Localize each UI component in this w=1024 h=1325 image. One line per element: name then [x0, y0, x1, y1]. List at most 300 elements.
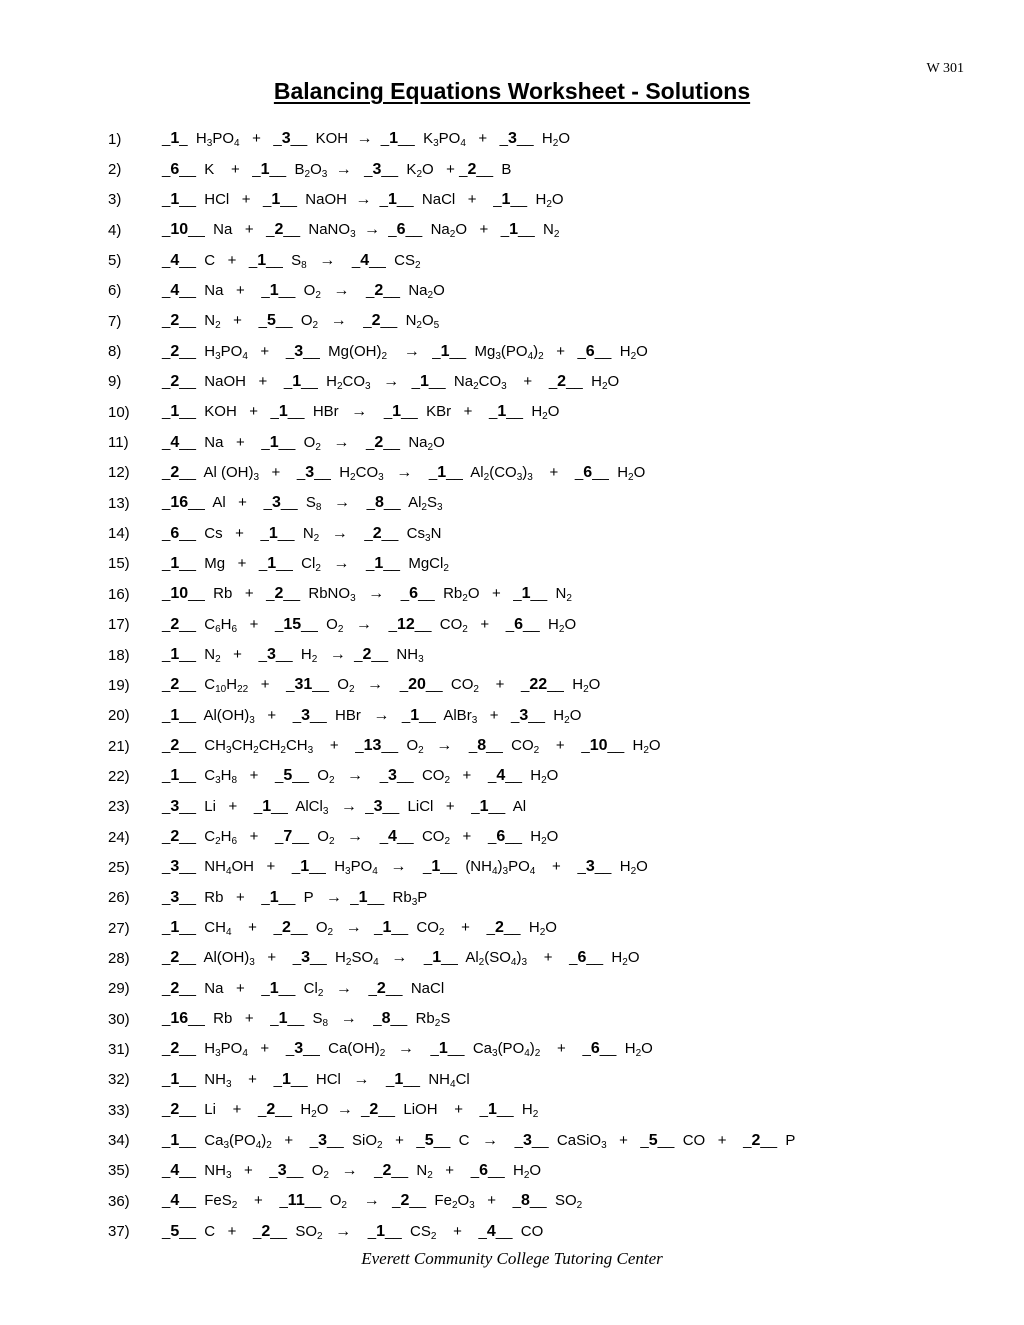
equation-fragment: PO — [438, 130, 461, 148]
equation-fragment: __ FeS — [179, 1192, 232, 1210]
equation-fragment: + _ — [467, 615, 515, 633]
coefficient: 20 — [408, 676, 426, 694]
equation-row — [108, 549, 988, 579]
equation-fragment: _ — [356, 1010, 382, 1028]
equation-fragment: __ Li + _ — [179, 1101, 267, 1119]
equation-fragment: __ Mg — [449, 342, 496, 360]
subscript: 2 — [483, 471, 490, 483]
subscript: 2 — [421, 502, 427, 514]
equation-fragment: _ — [162, 767, 171, 785]
coefficient: 2 — [266, 1101, 276, 1119]
equation-fragment — [335, 828, 348, 845]
equation-text — [162, 616, 576, 634]
subscript: 2 — [280, 745, 286, 757]
subscript: 3 — [501, 380, 507, 392]
equation-fragment: _ — [363, 767, 389, 785]
equation-fragment: _ — [162, 251, 171, 269]
equation-number: 3) — [108, 191, 122, 209]
coefficient: 3 — [522, 1131, 532, 1149]
equation-fragment: __ C + _ — [179, 1222, 262, 1240]
equation-fragment: + _ — [444, 919, 495, 937]
equation-fragment: _ — [162, 160, 171, 178]
subscript: 3 — [249, 957, 255, 969]
equation-fragment: __ O — [278, 281, 316, 299]
subscript: 2 — [231, 1200, 238, 1212]
subscript: 3 — [601, 1139, 607, 1151]
subscript: 2 — [253, 745, 259, 757]
equation-fragment: __ NaOH — [280, 190, 356, 208]
coefficient: 2 — [374, 281, 384, 299]
equation-number: 23) — [108, 798, 130, 816]
coefficient: 4 — [170, 1161, 180, 1179]
equation-fragment: _ — [162, 372, 171, 390]
equation-row — [108, 913, 988, 943]
equation-row — [108, 276, 988, 306]
coefficient: 2 — [170, 342, 180, 360]
equation-fragment: _ — [162, 130, 171, 148]
equation-fragment: + _ — [436, 1222, 487, 1240]
subscript: 2 — [478, 957, 485, 969]
equation-fragment: __ H — [301, 372, 337, 390]
equation-fragment — [317, 646, 330, 663]
subscript: 2 — [328, 775, 335, 787]
equation-fragment: __ H — [594, 858, 631, 876]
equation-fragment: __ S — [266, 251, 302, 269]
equation-fragment: + _ — [539, 737, 590, 755]
subscript: 4 — [450, 1078, 456, 1090]
arrow-icon: → — [340, 797, 357, 815]
equation-fragment: __ Al — [446, 463, 484, 481]
coefficient: 10 — [170, 585, 189, 603]
equation-row — [108, 427, 988, 457]
equation-fragment: O — [551, 190, 564, 208]
equation-row — [108, 245, 988, 275]
equation-fragment: _ — [162, 797, 171, 815]
equation-fragment: _ — [162, 585, 171, 603]
equation-fragment: __ AlCl — [271, 797, 323, 815]
subscript: 2 — [381, 350, 388, 362]
coefficient: 6 — [514, 615, 524, 633]
subscript: 3 — [322, 805, 329, 817]
equation-number: 10) — [108, 403, 130, 421]
subscript: 2 — [304, 168, 311, 180]
coefficient: 3 — [585, 858, 595, 876]
coefficient: 1 — [300, 858, 310, 876]
equation-row — [108, 1004, 988, 1034]
equation-text — [162, 1132, 795, 1150]
equation-fragment: __ Mg + _ — [179, 554, 268, 572]
equation-fragment: O — [433, 433, 445, 451]
subscript: 2 — [552, 138, 559, 150]
coefficient: 1 — [170, 706, 180, 724]
equation-row — [108, 458, 988, 488]
coefficient: 1 — [278, 1010, 288, 1028]
equation-fragment: O — [558, 130, 570, 148]
coefficient: 3 — [373, 797, 383, 815]
coefficient: 1 — [392, 403, 402, 421]
arrow-icon: → — [335, 979, 352, 997]
equation-fragment: __ Li + _ — [179, 797, 263, 815]
equation-fragment: + _ — [450, 767, 497, 785]
coefficient: 1 — [170, 403, 180, 421]
coefficient: 4 — [170, 281, 180, 299]
subscript: 2 — [546, 198, 552, 210]
equation-fragment: __ CH — [179, 737, 226, 755]
equation-fragment: __ H — [275, 1101, 312, 1119]
equation-fragment: __ HCl + _ — [179, 190, 272, 208]
equation-fragment: __ Na + _ — [179, 433, 270, 451]
equation-fragment: _ — [361, 919, 383, 937]
subscript: 2 — [443, 562, 449, 574]
coefficient: 3 — [294, 1040, 304, 1058]
equation-fragment: + _ — [254, 949, 302, 967]
equation-number: 21) — [108, 737, 130, 755]
coefficient: 3 — [519, 706, 529, 724]
equation-fragment: _ — [406, 858, 432, 876]
coefficient: 6 — [577, 949, 587, 967]
equation-fragment: _ — [363, 828, 389, 846]
coefficient: 1 — [388, 190, 397, 208]
equation-fragment: __ H — [599, 1040, 636, 1058]
equation-fragment: + _ — [231, 919, 282, 937]
equation-fragment: ) — [261, 1131, 267, 1149]
subscript: 2 — [462, 593, 468, 605]
equation-fragment: O — [545, 919, 557, 937]
coefficient: 10 — [170, 221, 189, 239]
equation-fragment — [327, 161, 335, 178]
equation-fragment: __ O — [312, 676, 349, 694]
arrow-icon: → — [391, 949, 408, 967]
equation-fragment: __ H — [275, 646, 312, 664]
equation-fragment — [356, 585, 369, 602]
arrow-icon: → — [356, 130, 373, 148]
equation-row — [108, 792, 988, 822]
equation-fragment: _ — [162, 1040, 171, 1058]
equation-row — [108, 640, 988, 670]
subscript: 2 — [541, 836, 547, 848]
equation-fragment — [378, 858, 391, 875]
equation-fragment: + _ — [271, 1131, 319, 1149]
coefficient: 6 — [170, 524, 180, 542]
coefficient: 1 — [419, 372, 429, 390]
equation-fragment: __ H — [566, 372, 602, 390]
equation-fragment: __ Ca — [179, 1131, 224, 1149]
coefficient: 2 — [261, 1222, 271, 1240]
coefficient: 1 — [269, 281, 279, 299]
subscript: 3 — [215, 775, 221, 787]
equation-fragment: _ — [367, 403, 393, 421]
subscript: 2 — [416, 168, 422, 180]
equation-row — [108, 367, 988, 397]
subscript: 2 — [215, 654, 221, 666]
coefficient: 1 — [257, 251, 267, 269]
coefficient: 1 — [262, 797, 272, 815]
equation-row — [108, 215, 988, 245]
equation-fragment: O + _ — [422, 160, 468, 178]
coefficient: 2 — [467, 160, 477, 178]
equation-fragment: OH + _ — [231, 858, 301, 876]
equation-fragment: O — [316, 1101, 337, 1119]
equation-fragment: S — [440, 1010, 451, 1028]
equation-fragment: _ — [389, 706, 411, 724]
equation-number: 13) — [108, 494, 130, 512]
coefficient: 3 — [318, 1131, 327, 1149]
equation-fragment: __ Na + _ — [188, 221, 275, 239]
equation-fragment — [321, 555, 334, 572]
equation-number: 25) — [108, 858, 130, 876]
coefficient: 1 — [170, 767, 180, 785]
arrow-icon: → — [331, 524, 348, 542]
subscript: 3 — [437, 502, 443, 514]
subscript: 2 — [348, 684, 355, 696]
equation-fragment: _ — [162, 554, 171, 572]
equation-fragment — [321, 494, 334, 511]
equation-number: 5) — [108, 252, 122, 270]
coefficient: 2 — [170, 463, 180, 481]
document-code: W 301 — [926, 61, 964, 76]
coefficient: 1 — [269, 979, 279, 997]
equation-fragment: __ SO — [529, 1192, 577, 1210]
equation-fragment: __ Rb — [367, 888, 412, 906]
equation-fragment: __ H — [594, 342, 631, 360]
equation-fragment: _ — [497, 1131, 523, 1149]
coefficient: 4 — [170, 1192, 180, 1210]
equation-fragment: __ NaNO — [283, 221, 351, 239]
equation-fragment: + _ — [450, 828, 497, 846]
subscript: 2 — [427, 1169, 433, 1181]
coefficient: 1 — [281, 1070, 291, 1088]
equation-fragment: ) — [516, 949, 522, 967]
coefficient: 1 — [509, 221, 519, 239]
coefficient: 3 — [372, 160, 382, 178]
coefficient: 5 — [170, 1222, 180, 1240]
coefficient: 5 — [266, 312, 276, 330]
coefficient: 3 — [294, 342, 304, 360]
arrow-icon: → — [335, 1222, 352, 1240]
subscript: 3 — [502, 866, 509, 878]
equation-fragment: _ — [371, 615, 397, 633]
equation-fragment: + _ — [254, 706, 302, 724]
equation-fragment: __ C — [179, 767, 216, 785]
equation-fragment: __ Na + _ — [179, 979, 270, 997]
subscript: 2 — [542, 411, 548, 423]
equation-number: 24) — [108, 828, 130, 846]
coefficient: 3 — [305, 463, 315, 481]
subscript: 2 — [315, 441, 321, 453]
equation-number: 15) — [108, 555, 130, 573]
subscript: 2 — [523, 1169, 530, 1181]
equation-text — [162, 312, 439, 330]
equation-fragment: _ — [162, 433, 171, 451]
coefficient: 5 — [424, 1131, 434, 1149]
equation-fragment: _ — [162, 1161, 171, 1179]
equation-fragment: __ NH — [403, 1070, 450, 1088]
subscript: 2 — [427, 441, 434, 453]
equation-fragment: __ Na — [428, 372, 474, 390]
equation-fragment: __ HCl — [290, 1070, 354, 1088]
equation-fragment — [424, 737, 437, 754]
arrow-icon: → — [333, 494, 350, 512]
arrow-icon: → — [367, 676, 384, 694]
equation-fragment: _ — [346, 312, 372, 330]
equation-fragment: ) — [533, 342, 539, 360]
equation-number: 14) — [108, 525, 130, 543]
equation-fragment: + _ — [231, 1161, 278, 1179]
equation-fragment: + _ — [478, 676, 530, 694]
equation-fragment: __ H — [528, 706, 565, 724]
equation-fragment: _ — [162, 979, 171, 997]
equation-fragment: + _ — [540, 1040, 591, 1058]
equation-fragment: H — [220, 767, 232, 785]
coefficient: 6 — [170, 160, 180, 178]
equation-number: 8) — [108, 343, 122, 361]
subscript: 2 — [337, 623, 344, 635]
equation-fragment: O — [588, 676, 601, 694]
equation-fragment: __ O — [381, 737, 419, 755]
equation-fragment: _ H — [179, 130, 207, 148]
equation-fragment: H — [220, 615, 232, 633]
equation-fragment: _ — [347, 524, 373, 542]
equation-fragment: P — [417, 888, 428, 906]
coefficient: 1 — [382, 919, 392, 937]
coefficient: 4 — [486, 1222, 496, 1240]
equation-number: 26) — [108, 889, 130, 907]
coefficient: 1 — [431, 858, 441, 876]
subscript: 2 — [576, 1200, 583, 1212]
coefficient: 1 — [170, 554, 180, 572]
equation-fragment: _ — [356, 797, 374, 815]
subscript: 4 — [373, 957, 379, 969]
subscript: 2 — [418, 745, 424, 757]
arrow-icon: → — [436, 737, 453, 755]
subscript: 2 — [345, 957, 352, 969]
equation-fragment: _ — [452, 737, 478, 755]
subscript: 4 — [372, 866, 378, 878]
equation-fragment: __ N — [391, 1161, 428, 1179]
equation-fragment: _ — [162, 221, 171, 239]
equation-fragment: __ H — [310, 949, 346, 967]
equation-fragment: __ Na — [383, 281, 428, 299]
equation-fragment: _ — [351, 1222, 377, 1240]
equation-fragment: O — [641, 1040, 653, 1058]
arrow-icon: → — [345, 919, 362, 937]
arrow-icon: → — [347, 767, 364, 785]
equation-fragment: _ — [162, 1070, 171, 1088]
equation-fragment: __ B — [269, 160, 305, 178]
coefficient: 31 — [294, 676, 313, 694]
equation-fragment: __ H — [496, 1101, 533, 1119]
equation-text — [162, 161, 511, 179]
equation-fragment: _ — [162, 312, 171, 330]
equation-fragment — [347, 1192, 364, 1209]
subscript: 2 — [328, 836, 335, 848]
coefficient: 8 — [374, 494, 384, 512]
equation-fragment: __ CO — [396, 828, 445, 846]
equation-row — [108, 852, 988, 882]
coefficient: 2 — [751, 1131, 761, 1149]
subscript: 2 — [538, 350, 544, 362]
subscript: 2 — [449, 229, 456, 241]
arrow-icon: → — [355, 190, 372, 208]
equation-fragment: __ S — [287, 1010, 323, 1028]
coefficient: 2 — [382, 1161, 392, 1179]
subscript: 2 — [438, 927, 445, 939]
equation-fragment: __ CH — [179, 919, 226, 937]
coefficient: 1 — [268, 524, 278, 542]
equation-row — [108, 306, 988, 336]
coefficient: 1 — [394, 1070, 404, 1088]
arrow-icon: → — [373, 706, 390, 724]
subscript: 2 — [317, 987, 324, 999]
equation-row — [108, 1034, 988, 1064]
equation-fragment: __ Cl — [278, 979, 318, 997]
equation-fragment: + _ — [382, 1131, 425, 1149]
equation-fragment: __ CaSiO — [531, 1131, 602, 1149]
equation-fragment: __ Cs + _ — [179, 524, 269, 542]
coefficient: 5 — [648, 1131, 658, 1149]
equation-text — [162, 282, 445, 300]
coefficient: 2 — [557, 372, 567, 390]
arrow-icon: → — [341, 1161, 358, 1179]
subscript: 3 — [215, 1048, 221, 1060]
subscript: 3 — [350, 229, 356, 241]
equation-text — [162, 1223, 543, 1241]
arrow-icon: → — [390, 858, 407, 876]
equation-fragment: __ B — [476, 160, 512, 178]
coefficient: 5 — [283, 767, 293, 785]
equation-text — [162, 889, 427, 907]
equation-text — [162, 373, 619, 391]
equation-fragment: __ Rb + _ — [179, 888, 270, 906]
equation-fragment: _ — [419, 342, 441, 360]
equation-fragment: __ H — [309, 858, 346, 876]
arrow-icon: → — [396, 463, 413, 481]
subscript: 2 — [630, 866, 637, 878]
equation-row — [108, 336, 988, 366]
equation-fragment: __ C — [179, 828, 216, 846]
equation-fragment: __ CS — [385, 1222, 431, 1240]
equation-fragment: __ K + _ — [179, 160, 261, 178]
equation-fragment: _ — [162, 737, 171, 755]
equation-fragment: __ K — [381, 160, 417, 178]
equation-fragment: _ — [379, 1192, 401, 1210]
subscript: 2 — [473, 684, 479, 696]
coefficient: 3 — [170, 858, 180, 876]
subscript: 3 — [321, 168, 328, 180]
equation-fragment: O — [546, 767, 559, 785]
equation-fragment: __ H — [547, 676, 584, 694]
coefficient: 1 — [170, 130, 180, 148]
equation-fragment: + _ — [237, 1192, 288, 1210]
equation-fragment: __ Rb — [390, 1010, 435, 1028]
arrow-icon: → — [368, 585, 385, 603]
equation-fragment: O — [636, 858, 648, 876]
subscript: 3 — [206, 138, 213, 150]
equation-fragment — [384, 464, 397, 481]
coefficient: 2 — [372, 524, 382, 542]
equation-row — [108, 943, 988, 973]
arrow-icon: → — [333, 433, 350, 451]
equation-text — [162, 1162, 541, 1180]
arrow-icon: → — [325, 888, 342, 906]
equation-fragment — [319, 525, 332, 542]
subscript: 2 — [444, 775, 451, 787]
coefficient: 3 — [281, 130, 291, 148]
equation-fragment: __ O — [275, 312, 313, 330]
subscript: 2 — [583, 684, 589, 696]
equation-fragment: __ O — [304, 1192, 342, 1210]
coefficient: 1 — [170, 646, 180, 664]
